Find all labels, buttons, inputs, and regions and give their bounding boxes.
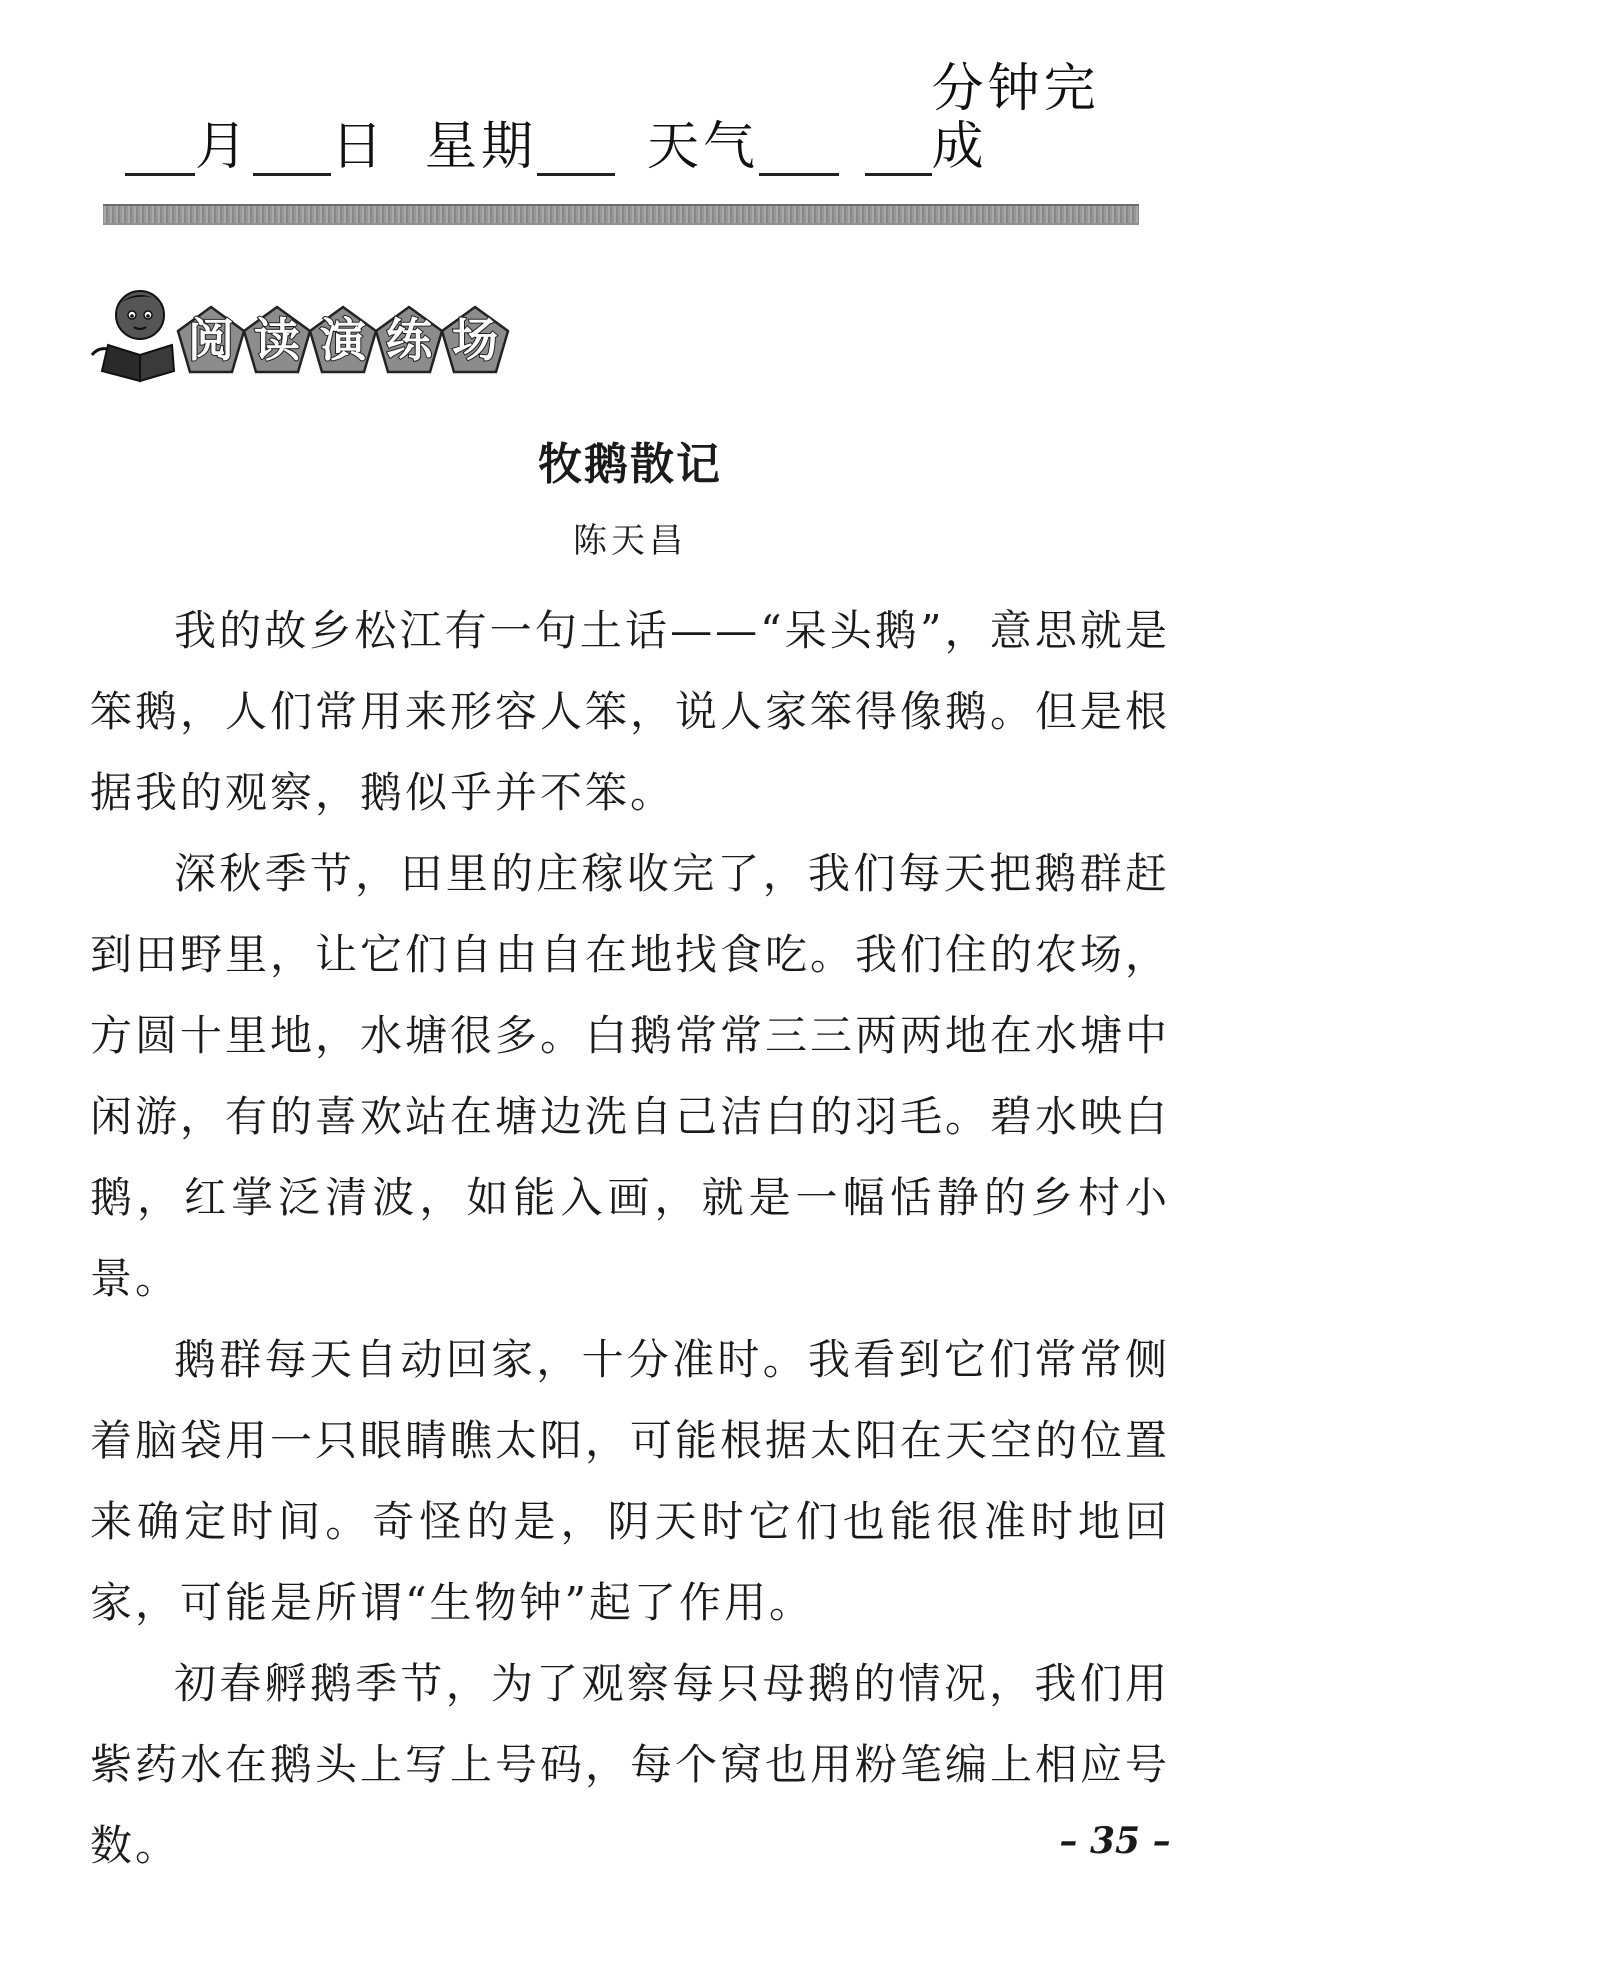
weekday-label: 星期 [425,117,538,177]
month-label: 月 [195,117,252,177]
section-title [176,305,506,375]
article-title: 牧鹅散记 [538,439,722,490]
article-body [90,590,1170,1886]
weather-field [647,110,839,176]
day-field [253,110,387,176]
weekday-field [425,110,615,176]
paragraph: 鹅群每天自动回家，十分准时。我看到它们常常侧着脑袋用一只眼睛瞧太阳，可能根据太阳在天空的位置来确定时间。奇怪的是，阴天时它们也能很准时地回家，可能是所谓“生物钟”起了作用。 [90,1335,1171,1627]
section-title-char-5: 场 [440,305,510,375]
weekday-blank[interactable] [537,115,615,176]
section-title-char-1: 阅 [176,305,246,375]
month-blank[interactable] [125,115,195,176]
day-blank[interactable] [253,115,331,176]
weather-label: 天气 [647,117,760,177]
header-divider [103,204,1139,225]
header-fields [125,59,1145,180]
paragraph: 深秋季节，田里的庄稼收完了，我们每天把鹅群赶到田野里，让它们自由自在地找食吃。我们住的农场，方圆十里地，水塘很多。白鹅常常三三两两地在水塘中闲游，有的喜欢站在塘边洗自己洁白的羽毛。碧水映白鹅，红掌泛清波，如能入画，就是一幅恬静的乡村小景。 [90,849,1171,1303]
minutes-label: 分钟完成 [931,59,1100,177]
section-banner [88,285,548,385]
page-number: – 35 – [1059,1820,1171,1862]
reading-kid-icon [88,285,178,385]
section-title-char-2: 读 [242,305,312,375]
weather-blank[interactable] [759,115,839,176]
section-title-char-3: 演 [308,305,378,375]
day-label: 日 [331,117,388,177]
paragraph: 初春孵鹅季节，为了观察每只母鹅的情况，我们用紫药水在鹅头上写上号码，每个窝也用粉笔编上相应号数。 [90,1659,1171,1870]
section-title-char-4: 练 [374,305,444,375]
minutes-blank[interactable] [865,115,932,176]
paragraph: 我的故乡松江有一句土话——“呆头鹅”，意思就是笨鹅，人们常用来形容人笨，说人家笨得像鹅。但是根据我的观察，鹅似乎并不笨。 [90,606,1171,817]
article-author: 陈天昌 [573,521,687,561]
minutes-field [865,59,1145,177]
month-field [125,110,251,176]
